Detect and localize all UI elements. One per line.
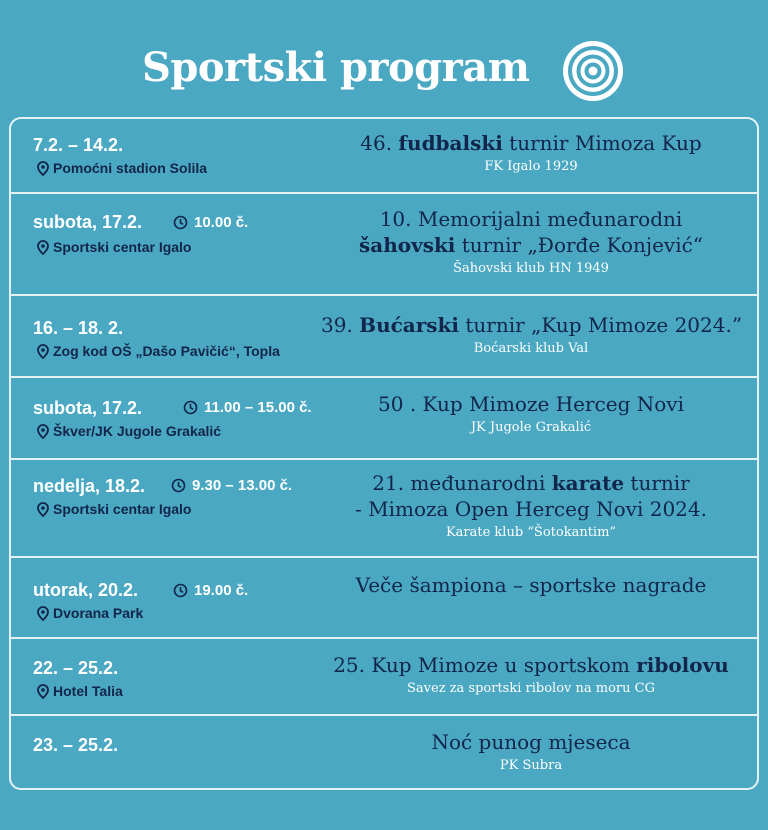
event-location: [37, 423, 221, 439]
event-title: Noć punog mjeseca: [431, 730, 631, 754]
time-label: 19.00 č.: [194, 582, 249, 599]
event-date: subota, 17.2.: [33, 398, 143, 418]
event-title: 21. međunarodni karate turnir: [372, 471, 690, 495]
location-label: Dvorana Park: [53, 605, 144, 621]
location-label: Škver/JK Jugole Grakalić: [53, 423, 222, 439]
event-title-line2: šahovski turnir „Đorđe Konjević“: [358, 233, 704, 257]
location-pin-icon: [37, 684, 49, 699]
event-organizer: Karate klub “Šotokantim”: [445, 525, 617, 540]
table-row: [11, 716, 757, 790]
event-time: [173, 214, 248, 231]
table-row: [11, 639, 757, 716]
location-label: Pomoćni stadion Solila: [53, 160, 208, 176]
clock-icon: [171, 478, 186, 493]
clock-icon: [173, 583, 188, 598]
event-time: [173, 582, 248, 599]
location-pin-icon: [37, 606, 49, 621]
table-row: [11, 460, 757, 558]
location-pin-icon: [37, 161, 49, 176]
event-organizer: FK Igalo 1929: [484, 159, 578, 174]
location-label: Sportski centar Igalo: [53, 239, 192, 255]
target-logo-icon: [560, 38, 626, 104]
location-pin-icon: [37, 502, 49, 517]
location-pin-icon: [37, 344, 49, 359]
event-organizer: Savez za sportski ribolov na moru CG: [407, 681, 655, 696]
event-date: 7.2. – 14.2.: [33, 135, 124, 155]
event-date: 22. – 25.2.: [33, 658, 119, 678]
event-location: [37, 683, 123, 699]
event-organizer: Šahovski klub HN 1949: [453, 261, 609, 276]
event-title: 50 . Kup Mimoze Herceg Novi: [378, 392, 684, 416]
header: [0, 38, 768, 108]
event-location: [37, 605, 143, 621]
event-date: 23. – 25.2.: [33, 735, 119, 755]
event-location: [37, 501, 191, 517]
event-date: subota, 17.2.: [33, 212, 143, 232]
location-label: Zog kod OŠ „Dašo Pavičić“, Topla: [53, 343, 280, 359]
location-pin-icon: [37, 240, 49, 255]
event-date: utorak, 20.2.: [33, 580, 139, 600]
event-title: 39. Bućarski turnir „Kup Mimoze 2024.”: [321, 313, 743, 337]
location-pin-icon: [37, 424, 49, 439]
table-row: [11, 558, 757, 639]
event-date: 16. – 18. 2.: [33, 318, 124, 338]
location-label: Sportski centar Igalo: [53, 501, 192, 517]
event-title: 25. Kup Mimoze u sportskom ribolovu: [333, 653, 729, 677]
event-time: [171, 477, 292, 494]
event-location: [37, 160, 207, 176]
time-label: 9.30 – 13.00 č.: [192, 477, 293, 494]
table-row: [11, 378, 757, 460]
table-row: [11, 296, 757, 378]
event-location: [37, 239, 191, 255]
event-organizer: PK Subra: [499, 758, 563, 773]
time-label: 11.00 – 15.00 č.: [204, 399, 312, 416]
table-row: [11, 194, 757, 296]
event-title: 46. fudbalski turnir Mimoza Kup: [360, 131, 702, 155]
clock-icon: [173, 215, 188, 230]
event-title-line2: - Mimoza Open Herceg Novi 2024.: [355, 497, 707, 521]
event-time: [183, 399, 312, 416]
event-title: Veče šampiona – sportske nagrade: [355, 573, 707, 597]
table-row: [11, 119, 757, 194]
event-organizer: Boćarski klub Val: [473, 341, 589, 356]
clock-icon: [183, 400, 198, 415]
events-table: [9, 117, 759, 790]
event-organizer: JK Jugole Grakalić: [470, 420, 592, 435]
event-date: nedelja, 18.2.: [33, 476, 146, 496]
location-label: Hotel Talia: [53, 683, 123, 699]
page-title: Sportski program: [142, 44, 530, 91]
event-title: 10. Memorijalni međunarodni: [379, 207, 683, 231]
time-label: 10.00 č.: [194, 214, 249, 231]
event-location: [37, 343, 280, 359]
